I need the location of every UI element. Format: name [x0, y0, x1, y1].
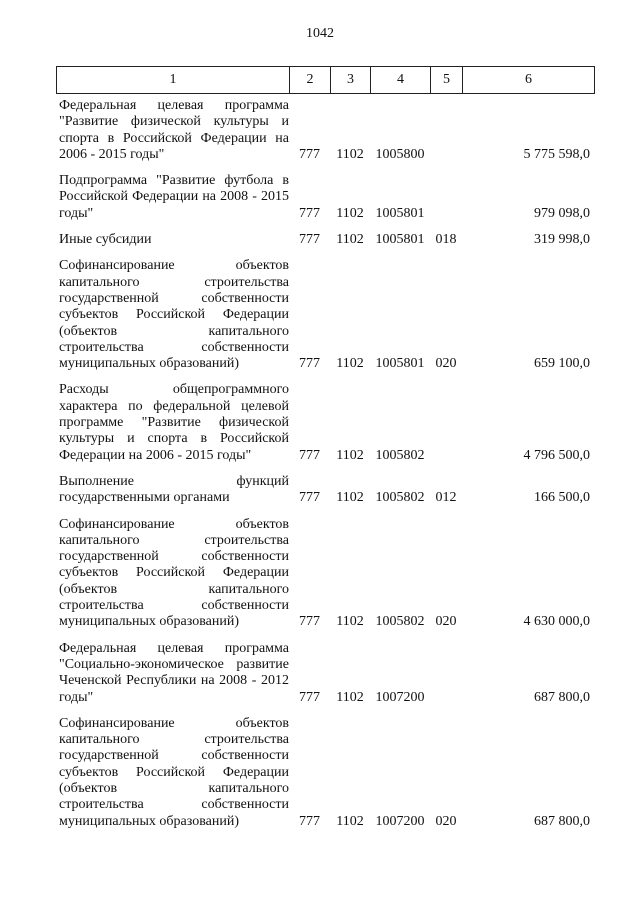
column-header-3: 3 [331, 67, 371, 94]
row-col-4: 1005801 [375, 356, 425, 372]
table-row [56, 232, 594, 248]
row-description [56, 716, 289, 830]
description-line: строительства собственности [59, 339, 289, 355]
description-line: (объектов капитального [59, 323, 289, 339]
description-line: муниципальных образований) [59, 614, 239, 630]
row-description [56, 474, 289, 507]
description-line: Российской Федерации на 2008 - 2015 [59, 189, 289, 205]
description-line: субъектов Российской Федерации [59, 565, 289, 581]
row-description [56, 517, 289, 631]
row-description [56, 173, 289, 222]
row-col-4: 1007200 [375, 689, 425, 705]
description-line: Федеральная целевая программа [59, 640, 289, 656]
description-line: капитального строительства [59, 274, 289, 290]
table-row [56, 258, 594, 372]
row-col-2: 777 [299, 205, 320, 221]
description-line: годы" [59, 689, 94, 705]
table-row [56, 98, 594, 163]
description-line: муниципальных образований) [59, 356, 239, 372]
description-line: Федеральная целевая программа [59, 98, 289, 113]
budget-rows [56, 98, 594, 830]
row-col-3: 1102 [336, 146, 364, 162]
description-line: Софинансирование объектов [59, 715, 289, 731]
row-description [56, 641, 289, 706]
row-amount: 979 098,0 [534, 205, 590, 221]
row-col-3: 1102 [336, 447, 364, 463]
description-line: спорта в Российской Федерации на [59, 130, 289, 146]
row-col-5: 020 [435, 614, 457, 630]
row-amount: 659 100,0 [534, 356, 590, 372]
table-row [56, 517, 594, 631]
row-col-2: 777 [299, 447, 320, 463]
table-row [56, 716, 594, 830]
description-line: капитального строительства [59, 532, 289, 548]
row-amount: 319 998,0 [534, 232, 590, 248]
row-col-3: 1102 [336, 490, 364, 506]
description-line: Федерации на 2006 - 2015 годы" [59, 447, 252, 463]
description-line: Софинансирование объектов [59, 258, 289, 274]
row-amount: 687 800,0 [534, 689, 590, 705]
description-line: строительства собственности [59, 797, 289, 813]
table-row [56, 382, 594, 463]
description-line: 2006 - 2015 годы" [59, 146, 165, 162]
description-line: культуры и спорта в Российской [59, 431, 289, 447]
description-line: "Социально-экономическое развитие [59, 656, 289, 672]
row-col-2: 777 [299, 813, 320, 829]
description-line: субъектов Российской Федерации [59, 764, 289, 780]
description-line: государственной собственности [59, 290, 289, 306]
description-line: Софинансирование объектов [59, 516, 289, 532]
row-col-4: 1005801 [375, 232, 425, 248]
table-row [56, 474, 594, 507]
row-col-2: 777 [299, 614, 320, 630]
row-col-3: 1102 [336, 689, 364, 705]
row-description [56, 232, 289, 248]
description-line: годы" [59, 205, 94, 221]
table-row [56, 173, 594, 222]
row-col-2: 777 [299, 356, 320, 372]
row-col-5: 012 [435, 490, 457, 506]
row-col-3: 1102 [336, 356, 364, 372]
row-col-5: 018 [435, 232, 457, 248]
row-col-3: 1102 [336, 205, 364, 221]
column-header-table [56, 66, 595, 94]
column-header-1: 1 [57, 67, 290, 94]
description-line: государственной собственности [59, 549, 289, 565]
row-description [56, 98, 289, 163]
description-line: строительства собственности [59, 598, 289, 614]
description-line: "Развитие физической культуры и [59, 114, 289, 130]
description-line: государственной собственности [59, 748, 289, 764]
description-line: Выполнение функций [59, 473, 289, 489]
row-amount: 4 796 500,0 [523, 447, 590, 463]
description-line: Иные субсидии [59, 232, 152, 248]
row-col-5: 020 [435, 813, 457, 829]
column-header-row [57, 67, 595, 94]
row-col-3: 1102 [336, 813, 364, 829]
row-description [56, 258, 289, 372]
description-line: субъектов Российской Федерации [59, 307, 289, 323]
column-header-2: 2 [290, 67, 331, 94]
row-col-3: 1102 [336, 232, 364, 248]
description-line: Расходы общепрограммного [59, 382, 289, 398]
description-line: характера по федеральной целевой [59, 398, 289, 414]
row-col-4: 1005800 [375, 146, 425, 162]
row-col-5: 020 [435, 356, 457, 372]
row-col-4: 1005802 [375, 614, 425, 630]
description-line: программе "Развитие физической [59, 415, 289, 431]
row-amount: 166 500,0 [534, 490, 590, 506]
row-col-4: 1007200 [375, 813, 425, 829]
description-line: (объектов капитального [59, 581, 289, 597]
row-amount: 5 775 598,0 [523, 146, 590, 162]
description-line: государственными органами [59, 490, 230, 506]
row-amount: 4 630 000,0 [523, 614, 590, 630]
description-line: муниципальных образований) [59, 813, 239, 829]
row-col-2: 777 [299, 232, 320, 248]
row-col-2: 777 [299, 490, 320, 506]
table-row [56, 641, 594, 706]
column-header-5: 5 [431, 67, 463, 94]
row-col-2: 777 [299, 146, 320, 162]
row-description [56, 382, 289, 463]
row-col-3: 1102 [336, 614, 364, 630]
row-col-4: 1005802 [375, 490, 425, 506]
page-number: 1042 [306, 26, 334, 41]
row-amount: 687 800,0 [534, 813, 590, 829]
description-line: (объектов капитального [59, 780, 289, 796]
column-header-4: 4 [371, 67, 431, 94]
row-col-4: 1005801 [375, 205, 425, 221]
description-line: Чеченской Республики на 2008 - 2012 [59, 673, 289, 689]
description-line: капитального строительства [59, 732, 289, 748]
column-header-6: 6 [463, 67, 595, 94]
row-col-4: 1005802 [375, 447, 425, 463]
description-line: Подпрограмма "Развитие футбола в [59, 173, 289, 189]
row-col-2: 777 [299, 689, 320, 705]
